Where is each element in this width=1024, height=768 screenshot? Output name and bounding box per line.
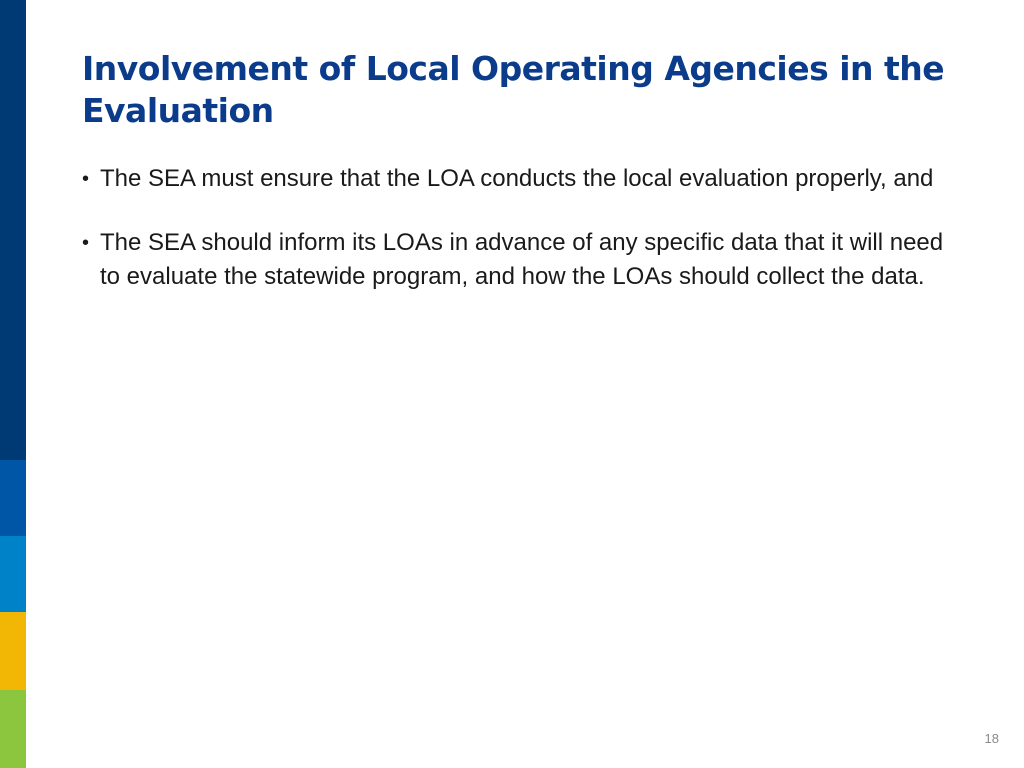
bullet-item (82, 226, 962, 294)
side-bar-segment-navy (0, 0, 26, 460)
bullet-icon: • (82, 168, 90, 190)
side-color-bar (0, 0, 26, 768)
side-bar-segment-blue (0, 460, 26, 536)
side-bar-segment-yellow (0, 612, 26, 690)
bullet-item (82, 162, 962, 196)
bullet-list (82, 162, 962, 324)
bullet-text: The SEA should inform its LOAs in advance of any specific data that it will need to evaluate the statewide program, and how the LOAs should collect the data. (100, 229, 944, 290)
slide-title: Involvement of Local Operating Agencies in the Evaluation (82, 49, 945, 130)
bullet-text: The SEA must ensure that the LOA conducts the local evaluation properly, and (100, 165, 934, 192)
bullet-icon: • (82, 232, 90, 254)
page-number: 18 (984, 731, 999, 746)
side-bar-segment-green (0, 690, 26, 768)
side-bar-segment-light-blue (0, 536, 26, 612)
